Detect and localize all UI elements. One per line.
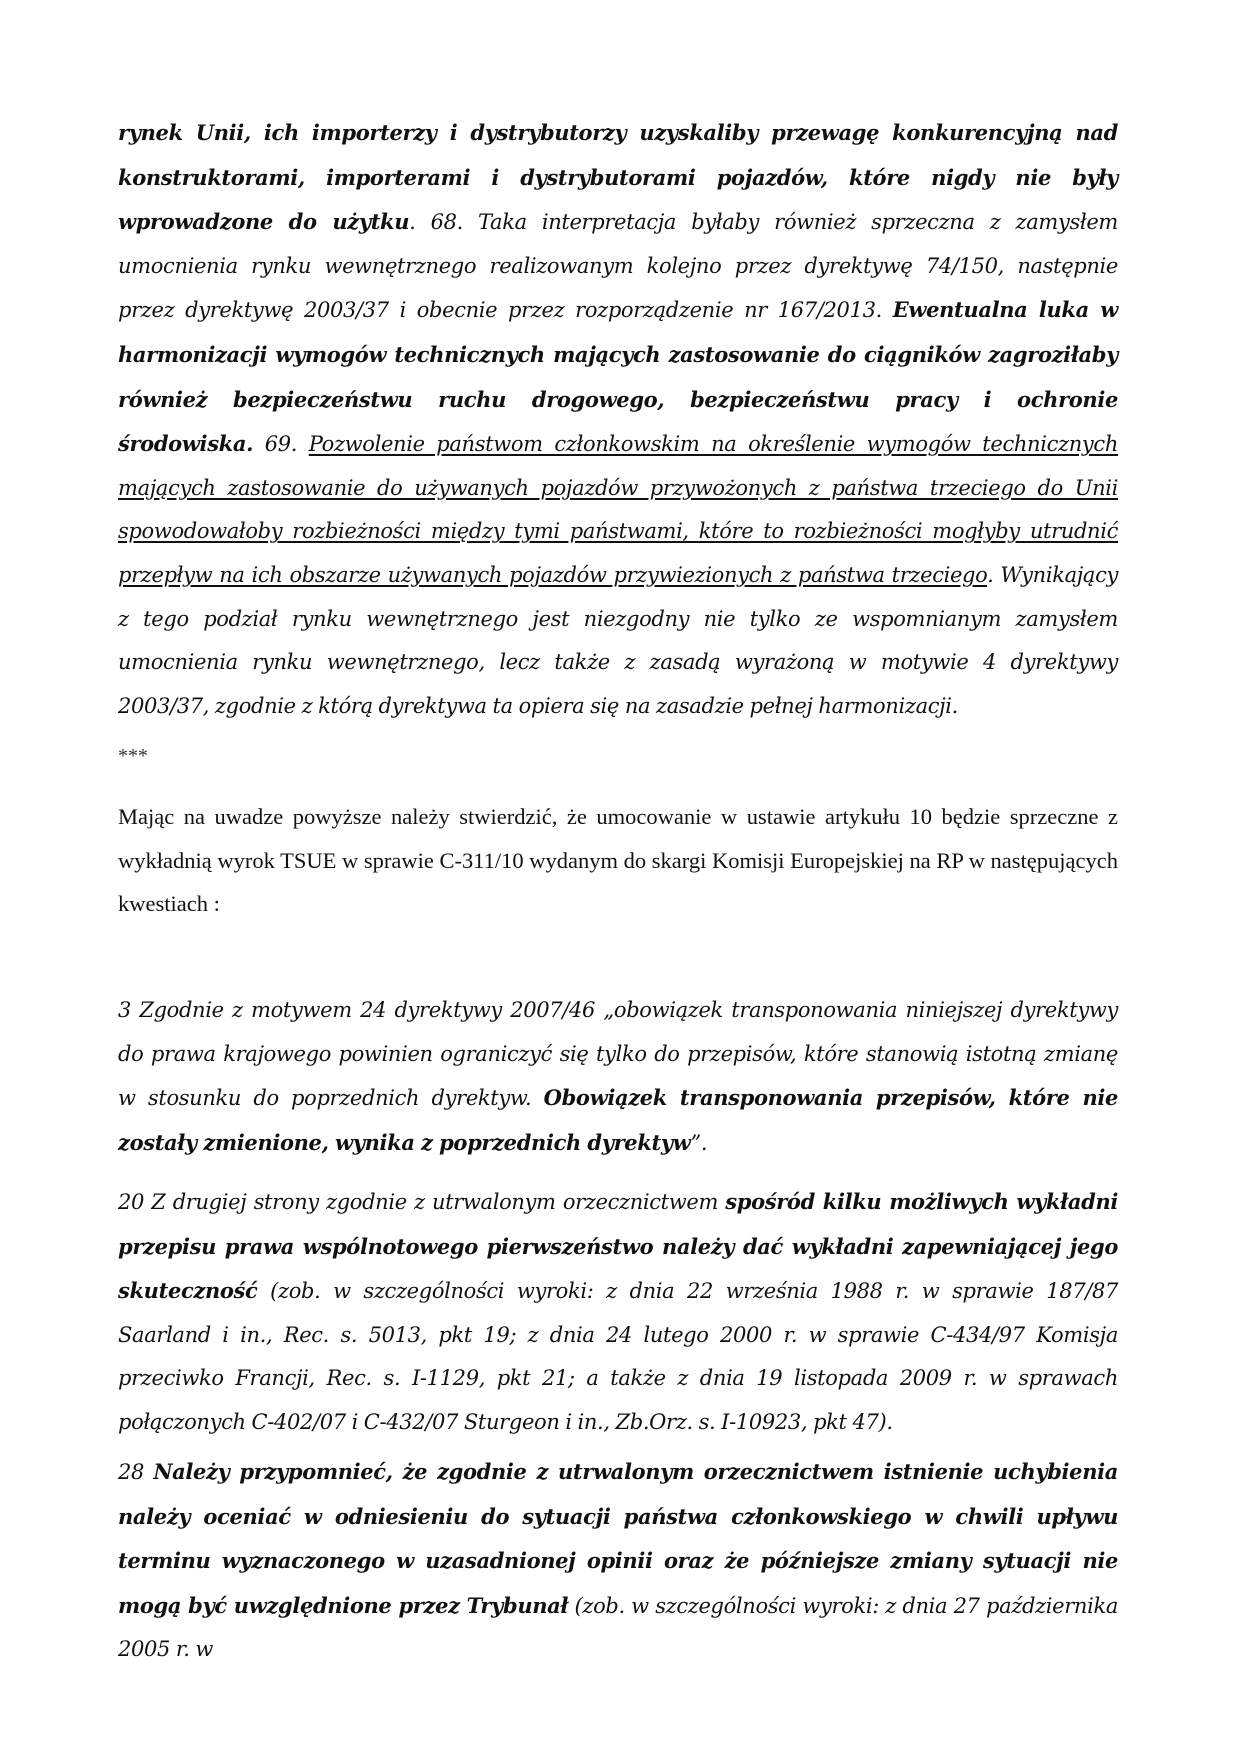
italic-text: ”. [690, 1130, 708, 1155]
italic-text: 69. [253, 432, 309, 457]
italic-text: . Wynikający z tego podział rynku wewnętrznego jest niezgodny nie tylko ze wspomnianym zamysłem umocnienia rynku wewnętrznego, lecz także z zasadą wyrażoną w motywie 4 dyrektywy 2003/37, zgodnie z którą dyrektywa ta opiera się na zasadzie pełnej harmonizacji. [118, 562, 1118, 718]
italic-text: . 68. Taka interpretacja byłaby również sprzeczna z zamysłem umocnienia rynku wewnętrznego realizowanym kolejno przez dyrektywę 74/150, następnie przez dyrektywę 2003/37 i obecnie przez rozporządzenie nr 167/2013. [118, 210, 1118, 323]
italic-text: (zob. w szczególności wyroki: z dnia 27 października 2005 r. w [118, 1593, 1118, 1662]
footnote-20 [118, 1180, 1118, 1445]
bold-text: Ewentualna luka w harmonizacji wymogów technicznych mających zastosowanie do ciągników zagroziłaby również bezpieczeństwu ruchu drogowego, bezpieczeństwu pracy i ochronie środowiska. [118, 297, 1118, 457]
underlined-text: Pozwolenie państwom członkowskim na określenie wymogów technicznych mających zastosowanie do używanych pojazdów przywożonych z państwa trzeciego do Unii spowodowałoby rozbieżności między tymi państwami, które to rozbieżności mogłyby utrudnić przepływ na ich obszarze używanych pojazdów przywiezionych z państwa trzeciego [118, 432, 1118, 587]
footnote-3 [118, 989, 1118, 1165]
paragraph-conclusion: Mając na uwadze powyższe należy stwierdzić, że umocowanie w ustawie artykułu 10 będzie sprzeczne z wykładnią wyrok TSUE w sprawie C-311/10 wydanym do skargi Komisji Europejskiej na RP w następujących kwestiach : [118, 804, 1118, 917]
bold-text: rynek Unii, ich importerzy i dystrybutorzy uzyskaliby przewagę konkurencyjną nad konstruktorami, importerami i dystrybutorami pojazdów, które nigdy nie były wprowadzone do użytku [118, 120, 1118, 235]
italic-text: 20 Z drugiej strony zgodnie z utrwalonym orzecznictwem [118, 1190, 726, 1214]
bold-text: spośród kilku możliwych wykładni przepisu prawa wspólnotowego pierwszeństwo należy dać wykładni zapewniającej jego skuteczność [118, 1189, 1118, 1304]
bold-text: Należy przypomnieć, że zgodnie z utrwalonym orzecznictwem istnienie uchybienia należy oceniać w odniesieniu do sytuacji państwa członkowskiego w chwili upływu terminu wyznaczonego w uzasadnionej opinii oraz że późniejsze zmiany sytuacji nie mogą być uwzględnione przez Trybunał [118, 1459, 1118, 1618]
italic-text: (zob. w szczególności wyroki: z dnia 22 września 1988 r. w sprawie 187/87 Saarland i in., Rec. s. 5013, pkt 19; z dnia 24 lutego 2000 r. w sprawie C-434/97 Komisja przeciwko Francji, Rec. s. I-1129, pkt 21; a także z dnia 19 listopada 2009 r. w sprawach połączonych C-402/07 i C-432/07 Sturgeon i in., Zb.Orz. s. I-10923, pkt 47). [118, 1279, 1118, 1434]
section-separator: *** [118, 745, 148, 767]
italic-text: 28 [118, 1460, 154, 1484]
paragraph-cjeu-quote [118, 111, 1118, 728]
footnote-28 [118, 1450, 1118, 1672]
bold-text: Obowiązek transponowania przepisów, które nie zostały zmienione, wynika z poprzednich dyrektyw [118, 1085, 1118, 1155]
italic-text: 3 Zgodnie z motywem 24 dyrektywy 2007/46 „obowiązek transponowania niniejszej dyrektywy do prawa krajowego powinien ograniczyć się tylko do przepisów, które stanowią istotną zmianę w stosunku do poprzednich dyrektyw. [118, 998, 1118, 1111]
